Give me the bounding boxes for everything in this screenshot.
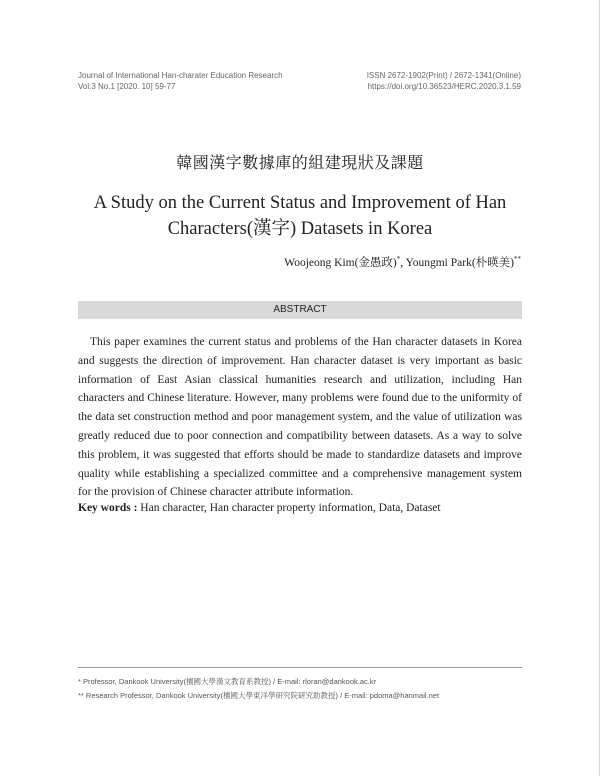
author-2: Youngmi Park(朴暎美) (405, 257, 514, 269)
author-2-mark: ** (514, 255, 521, 264)
keywords-label: Key words : (78, 502, 141, 514)
author-separator: , (400, 257, 406, 269)
title-english-line-2: Characters(漢字) Datasets in Korea (167, 219, 433, 239)
abstract-heading: ABSTRACT (78, 301, 522, 319)
footnote-divider (78, 667, 522, 668)
authors (284, 254, 521, 270)
author-1: Woojeong Kim(金愚政) (284, 257, 397, 269)
doi: https://doi.org/10.36523/HERC.2020.3.1.59 (367, 82, 521, 91)
issn: ISSN 2672-1902(Print) / 2672-1341(Online) (366, 71, 521, 80)
footnote-2: ** Research Professor, Dankook University(檀國大學東洋學研究院研究助教授) / E-mail: pdoma@hanmail.net (78, 691, 440, 700)
title-english (0, 190, 600, 242)
running-header-left (78, 70, 283, 92)
abstract-body: This paper examines the current status and problems of the Han character datasets in Korea and suggests the direction of improvement. Han character dataset is very important as basic information of East Asian classical humanities research and utilization, including Han characters and Chinese literature. However, many problems were found due to the uniformity of the data set construction method and poor management system, and the value of utilization was greatly reduced due to poor connection and compatibility between datasets. As a way to solve this problem, it was suggested that efforts should be made to standardize datasets and improve quality while establishing a specialized committee and a comprehensive management system for the provision of Chinese character attribute information. (78, 336, 522, 499)
author-1-mark: * (396, 255, 401, 264)
title-english-line-1: A Study on the Current Status and Improvement of Han (93, 193, 507, 213)
keywords (78, 502, 522, 514)
keywords-text: Han character, Han character property information, Data, Dataset (140, 502, 441, 514)
volume-info: Vol.3 No.1 [2020. 10] 59-77 (78, 82, 176, 91)
journal-name: Journal of International Han-charater Education Research (78, 71, 283, 80)
footnote-1: * Professor, Dankook University(檀國大學漢文教育系教授) / E-mail: rloran@dankook.ac.kr (78, 677, 377, 686)
title-korean: 韓國漢字數據庫的組建現狀及課題 (176, 153, 424, 172)
running-header-right (367, 70, 521, 92)
